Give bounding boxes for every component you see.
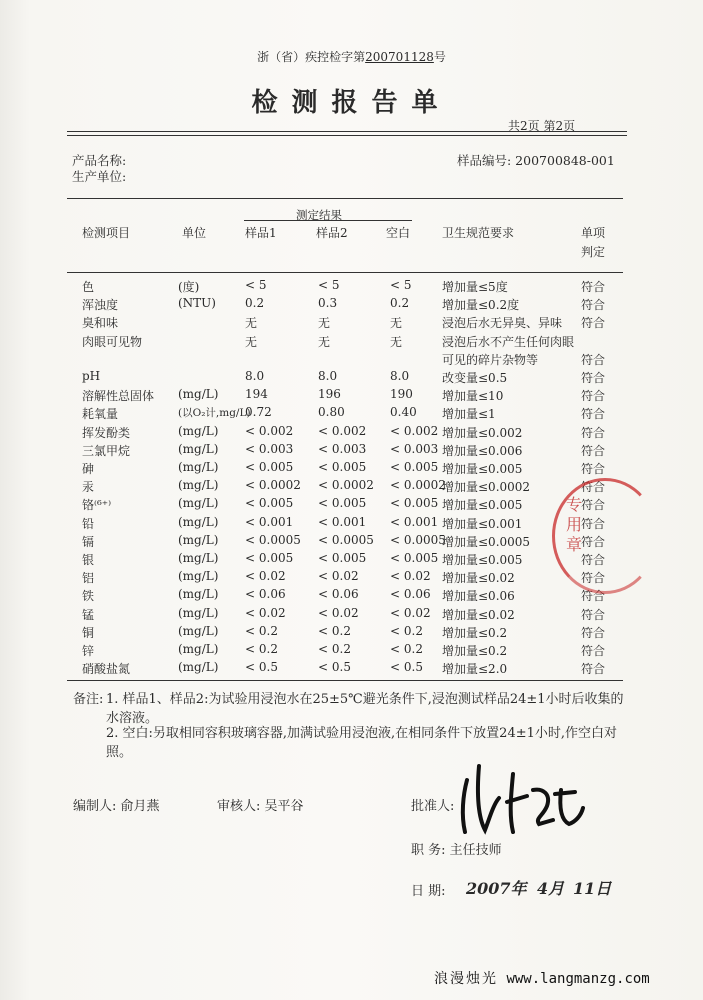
cell-ok: 符合 bbox=[581, 389, 606, 404]
cell-item: 锰 bbox=[82, 607, 95, 622]
cell-unit: (mg/L) bbox=[178, 551, 219, 565]
approver-signature bbox=[455, 760, 605, 840]
col-header-requirement: 卫生规范要求 bbox=[442, 226, 515, 240]
footer-url: www.langmanzg.com bbox=[506, 971, 650, 987]
cell-s1: < 0.002 bbox=[245, 423, 294, 438]
cell-s1: 0.72 bbox=[245, 405, 272, 420]
cell-blank: < 0.001 bbox=[390, 514, 439, 529]
cell-s2: 196 bbox=[318, 387, 341, 402]
page-indicator: 共2页 第2页 bbox=[508, 119, 576, 133]
cell-item: 铬⁽⁶⁺⁾ bbox=[82, 498, 112, 513]
cell-item: 汞 bbox=[82, 480, 95, 495]
cell-item: 砷 bbox=[82, 462, 95, 476]
cell-s1: 无 bbox=[245, 316, 258, 331]
cell-s1: < 0.0005 bbox=[245, 532, 301, 547]
cell-s2: 0.3 bbox=[318, 296, 338, 311]
footer-brand: 浪漫烛光 bbox=[434, 971, 498, 987]
table-row bbox=[0, 387, 703, 405]
table-row bbox=[0, 424, 703, 442]
cell-ok: 符合 bbox=[581, 407, 606, 422]
cell-s2: < 0.0005 bbox=[318, 532, 374, 547]
cell-req: 增加量≤0.0002 bbox=[442, 480, 531, 495]
table-row bbox=[0, 460, 703, 478]
cell-blank: < 5 bbox=[390, 278, 412, 292]
cell-s1: < 0.2 bbox=[245, 623, 278, 638]
watermark-footer bbox=[434, 968, 650, 988]
col-header-sample1: 样品1 bbox=[245, 226, 277, 240]
cell-s2: < 0.06 bbox=[318, 587, 359, 602]
cell-s1: < 0.003 bbox=[245, 441, 294, 456]
cell-blank: < 0.003 bbox=[390, 441, 439, 456]
cell-blank: < 0.2 bbox=[390, 623, 423, 638]
cell-blank: < 0.005 bbox=[390, 551, 439, 565]
cell-ok: 符合 bbox=[581, 371, 606, 385]
cell-s2: < 0.2 bbox=[318, 623, 351, 638]
table-row bbox=[0, 642, 703, 660]
cell-item: 色 bbox=[82, 280, 95, 294]
cell-blank: 190 bbox=[390, 387, 413, 402]
cell-s2: 0.80 bbox=[318, 405, 345, 420]
cell-req: 增加量≤0.02 bbox=[442, 607, 515, 622]
notes-label: 备注: bbox=[73, 692, 104, 707]
cell-s2: < 0.2 bbox=[318, 642, 351, 656]
cell-req: 增加量≤0.005 bbox=[442, 462, 523, 476]
cell-item: 锌 bbox=[82, 644, 95, 658]
table-row bbox=[0, 278, 703, 296]
cell-ok: 符合 bbox=[581, 662, 606, 677]
cell-req: 增加量≤0.006 bbox=[442, 443, 523, 458]
cell-ok: 符合 bbox=[581, 625, 606, 640]
table-row bbox=[0, 442, 703, 460]
cell-req: 增加量≤0.02 bbox=[442, 571, 515, 586]
manufacturer-label: 生产单位: bbox=[72, 169, 127, 184]
table-row bbox=[0, 660, 703, 678]
cell-item: 银 bbox=[82, 553, 95, 567]
cell-unit: (mg/L) bbox=[178, 496, 219, 511]
cell-req: 浸泡后水不产生任何肉眼 bbox=[442, 334, 575, 349]
table-row bbox=[0, 624, 703, 642]
cell-req: 增加量≤2.0 bbox=[442, 662, 508, 677]
cell-req: 增加量≤0.2 bbox=[442, 644, 508, 658]
cell-s1: 无 bbox=[245, 334, 258, 349]
note-2: 2. 空白:另取相同容积玻璃容器,加满试验用浸泡液,在相同条件下放置24±1小时,作空白对照。 bbox=[106, 726, 618, 760]
group-rule bbox=[244, 220, 412, 221]
product-name-label: 产品名称: bbox=[72, 153, 127, 168]
cell-blank: < 0.2 bbox=[390, 642, 423, 656]
cell-unit: (mg/L) bbox=[178, 623, 219, 638]
cell-unit: (mg/L) bbox=[178, 441, 219, 456]
cell-s2: < 0.005 bbox=[318, 496, 367, 511]
table-row bbox=[0, 405, 703, 423]
cell-s1: < 0.02 bbox=[245, 605, 286, 620]
cell-req: 增加量≤1 bbox=[442, 407, 496, 422]
results-group-header: 测定结果 bbox=[296, 208, 342, 222]
cell-s2: < 0.5 bbox=[318, 660, 351, 675]
cell-s2: 无 bbox=[318, 316, 331, 331]
cell-s1: 8.0 bbox=[245, 369, 265, 383]
cell-ok: 符合 bbox=[581, 571, 606, 586]
cell-s1: < 0.02 bbox=[245, 569, 286, 584]
cell-s1: < 0.005 bbox=[245, 496, 294, 511]
cell-s1: < 5 bbox=[245, 278, 267, 292]
cell-ok: 符合 bbox=[581, 644, 606, 658]
table-row bbox=[0, 333, 703, 351]
cell-s2: < 0.02 bbox=[318, 605, 359, 620]
cell-req: 浸泡后水无异臭、异味 bbox=[442, 316, 563, 331]
cell-unit: (mg/L) bbox=[178, 569, 219, 584]
cell-s2: 8.0 bbox=[318, 369, 338, 383]
cell-unit: (mg/L) bbox=[178, 642, 219, 656]
cell-unit: (mg/L) bbox=[178, 387, 219, 402]
cell-blank: < 0.002 bbox=[390, 423, 439, 438]
document-number: 浙（省）疾控检字第200701128号 bbox=[257, 50, 446, 64]
cell-req: 增加量≤0.001 bbox=[442, 516, 523, 531]
table-row bbox=[0, 314, 703, 332]
cell-ok: 符合 bbox=[581, 462, 606, 476]
table-row bbox=[0, 606, 703, 624]
date-day: 11日 bbox=[573, 879, 612, 898]
cell-s2: < 0.001 bbox=[318, 514, 367, 529]
col-header-sample2: 样品2 bbox=[316, 226, 348, 240]
cell-blank: 无 bbox=[390, 334, 403, 349]
date-year: 2007年 bbox=[466, 879, 527, 898]
cell-unit: (mg/L) bbox=[178, 660, 219, 675]
table-header-rule bbox=[67, 272, 623, 273]
cell-s2: < 0.002 bbox=[318, 423, 367, 438]
cell-item: pH bbox=[82, 369, 101, 383]
report-title: 检测报告单 bbox=[251, 88, 452, 118]
cell-ok: 符合 bbox=[581, 443, 606, 458]
date-month: 4月 bbox=[537, 879, 565, 898]
cell-item: 三氯甲烷 bbox=[82, 443, 131, 458]
cell-unit: (以O₂计,mg/L) bbox=[178, 407, 251, 420]
cell-ok: 符合 bbox=[581, 516, 606, 531]
cell-item: 肉眼可见物 bbox=[82, 334, 143, 349]
table-top-rule bbox=[67, 198, 623, 199]
cell-blank: 无 bbox=[390, 316, 403, 331]
cell-item: 硝酸盐氮 bbox=[82, 662, 131, 677]
cell-ok: 符合 bbox=[581, 589, 606, 604]
cell-item: 铅 bbox=[82, 516, 95, 531]
cell-blank: < 0.5 bbox=[390, 660, 423, 675]
cell-ok: 符合 bbox=[581, 298, 606, 313]
table-row bbox=[0, 351, 703, 369]
cell-ok: 符合 bbox=[581, 316, 606, 331]
cell-s2: < 0.02 bbox=[318, 569, 359, 584]
col-header-item: 检测项目 bbox=[82, 226, 131, 240]
cell-unit: (度) bbox=[178, 280, 200, 294]
cell-req: 增加量≤0.005 bbox=[442, 553, 523, 567]
cell-s2: < 0.005 bbox=[318, 460, 367, 474]
cell-s2: 无 bbox=[318, 334, 331, 349]
cell-blank: 0.2 bbox=[390, 296, 410, 311]
cell-s1: < 0.2 bbox=[245, 642, 278, 656]
cell-s2: < 5 bbox=[318, 278, 340, 292]
cell-blank: < 0.0005 bbox=[390, 532, 446, 547]
cell-ok: 符合 bbox=[581, 607, 606, 622]
divider bbox=[67, 131, 627, 132]
approver-label: 批准人: bbox=[411, 799, 455, 814]
cell-req: 增加量≤0.2 bbox=[442, 625, 508, 640]
cell-ok: 符合 bbox=[581, 480, 606, 495]
cell-s2: < 0.005 bbox=[318, 551, 367, 565]
cell-s2: < 0.003 bbox=[318, 441, 367, 456]
note-1: 1. 样品1、样品2:为试验用浸泡水在25±5℃避光条件下,浸泡测试样品24±1小时后收集的水溶液。 bbox=[106, 692, 624, 726]
cell-s1: < 0.005 bbox=[245, 460, 294, 474]
editor: 编制人: 俞月燕 bbox=[73, 799, 160, 814]
col-header-blank: 空白 bbox=[386, 226, 411, 240]
cell-req: 增加量≤0.005 bbox=[442, 498, 523, 513]
cell-blank: 0.40 bbox=[390, 405, 417, 420]
cell-s1: < 0.005 bbox=[245, 551, 294, 565]
cell-blank: < 0.02 bbox=[390, 569, 431, 584]
cell-s1: 0.2 bbox=[245, 296, 265, 311]
cell-blank: < 0.06 bbox=[390, 587, 431, 602]
col-header-verdict-2: 判定 bbox=[581, 245, 606, 259]
cell-s1: < 0.001 bbox=[245, 514, 294, 529]
position: 职 务: 主任技师 bbox=[411, 843, 502, 858]
divider bbox=[67, 135, 627, 136]
cell-ok: 符合 bbox=[581, 352, 606, 367]
date-label: 日 期: bbox=[411, 884, 446, 899]
cell-req: 改变量≤0.5 bbox=[442, 371, 508, 385]
cell-unit: (mg/L) bbox=[178, 460, 219, 474]
cell-unit: (NTU) bbox=[178, 296, 216, 311]
cell-unit: (mg/L) bbox=[178, 605, 219, 620]
cell-unit: (mg/L) bbox=[178, 423, 219, 438]
cell-ok: 符合 bbox=[581, 425, 606, 440]
cell-item: 浑浊度 bbox=[82, 298, 119, 313]
cell-blank: 8.0 bbox=[390, 369, 410, 383]
cell-ok: 符合 bbox=[581, 280, 606, 294]
cell-item: 溶解性总固体 bbox=[82, 389, 155, 404]
cell-unit: (mg/L) bbox=[178, 478, 219, 493]
cell-req: 增加量≤0.0005 bbox=[442, 534, 531, 549]
cell-s1: < 0.5 bbox=[245, 660, 278, 675]
cell-ok: 符合 bbox=[581, 553, 606, 567]
cell-unit: (mg/L) bbox=[178, 587, 219, 602]
cell-unit: (mg/L) bbox=[178, 532, 219, 547]
col-header-verdict: 单项 bbox=[581, 226, 606, 240]
reviewer: 审核人: 吴平谷 bbox=[217, 799, 304, 814]
cell-s1: < 0.0002 bbox=[245, 478, 301, 493]
cell-item: 镉 bbox=[82, 534, 95, 549]
table-row bbox=[0, 296, 703, 314]
col-header-unit: 单位 bbox=[182, 226, 207, 240]
cell-req: 增加量≤0.2度 bbox=[442, 298, 520, 313]
cell-item: 耗氧量 bbox=[82, 407, 119, 422]
cell-item: 铁 bbox=[82, 589, 95, 604]
cell-req: 可见的碎片杂物等 bbox=[442, 352, 539, 367]
cell-req: 增加量≤10 bbox=[442, 389, 504, 404]
cell-req: 增加量≤0.002 bbox=[442, 425, 523, 440]
cell-item: 挥发酚类 bbox=[82, 425, 131, 440]
table-row bbox=[0, 369, 703, 387]
cell-ok: 符合 bbox=[581, 498, 606, 513]
cell-item: 铝 bbox=[82, 571, 95, 586]
cell-blank: < 0.005 bbox=[390, 460, 439, 474]
seal-text: 专用章 bbox=[566, 495, 583, 554]
cell-blank: < 0.0002 bbox=[390, 478, 446, 493]
sample-number: 样品编号: 200700848-001 bbox=[457, 153, 615, 168]
cell-req: 增加量≤0.06 bbox=[442, 589, 515, 604]
cell-s1: < 0.06 bbox=[245, 587, 286, 602]
cell-ok: 符合 bbox=[581, 534, 606, 549]
table-bottom-rule bbox=[67, 680, 623, 681]
cell-req: 增加量≤5度 bbox=[442, 280, 508, 294]
cell-blank: < 0.02 bbox=[390, 605, 431, 620]
cell-blank: < 0.005 bbox=[390, 496, 439, 511]
cell-s2: < 0.0002 bbox=[318, 478, 374, 493]
cell-item: 铜 bbox=[82, 625, 95, 640]
cell-s1: 194 bbox=[245, 387, 268, 402]
cell-unit: (mg/L) bbox=[178, 514, 219, 529]
cell-item: 臭和味 bbox=[82, 316, 119, 331]
